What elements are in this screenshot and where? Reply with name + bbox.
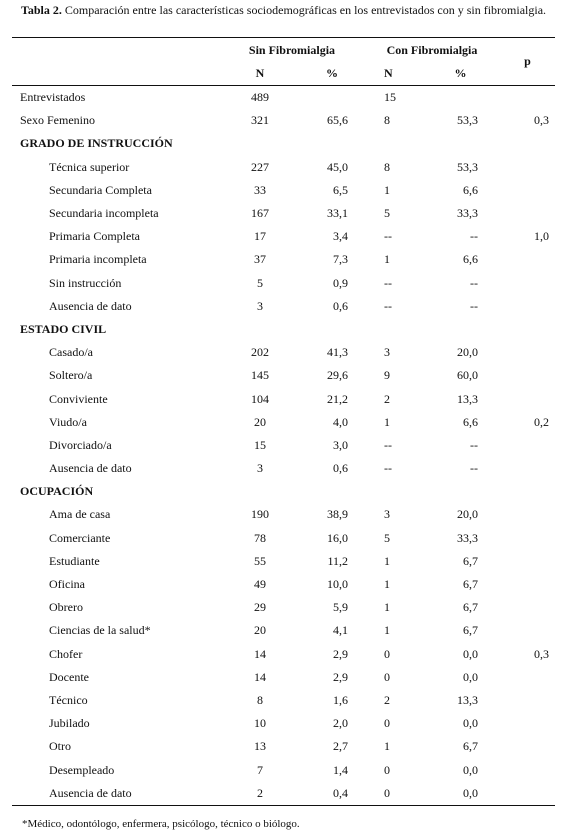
row-label: Jubilado bbox=[49, 716, 90, 731]
cell-n-sin: 7 bbox=[257, 762, 263, 777]
cell-p-value bbox=[500, 550, 555, 573]
cell-pct-sin: 0,6 bbox=[333, 298, 348, 313]
cell-p-value bbox=[500, 619, 555, 642]
table-row bbox=[12, 86, 555, 110]
cell-n-sin: 20 bbox=[254, 623, 266, 638]
cell-pct-con: -- bbox=[470, 229, 478, 244]
cell-pct-sin: 4,0 bbox=[333, 414, 348, 429]
cell-p-value bbox=[500, 387, 555, 410]
cell-pct-con bbox=[421, 86, 500, 110]
cell-n-con: 1 bbox=[384, 600, 390, 615]
cell-p-value bbox=[500, 434, 555, 457]
cell-p-value bbox=[500, 364, 555, 387]
cell-p-value: 0,2 bbox=[534, 414, 549, 429]
section-row bbox=[12, 132, 555, 155]
cell-pct-sin: 29,6 bbox=[327, 368, 348, 383]
cell-pct-con: 6,7 bbox=[463, 553, 478, 568]
cell-p-value bbox=[500, 712, 555, 735]
cell-n-sin: 15 bbox=[254, 437, 266, 452]
row-label: Sin instrucción bbox=[49, 275, 122, 290]
cell-n-con: 0 bbox=[364, 782, 421, 806]
cell-pct-sin: 33,1 bbox=[327, 206, 348, 221]
table-row bbox=[12, 387, 555, 410]
table-row bbox=[12, 712, 555, 735]
row-label: Entrevistados bbox=[20, 90, 86, 105]
cell-n-con: 2 bbox=[384, 391, 390, 406]
table-row bbox=[12, 364, 555, 387]
cell-n-con: 8 bbox=[384, 113, 390, 128]
cell-n-sin: 227 bbox=[251, 159, 269, 174]
cell-n-con: 0 bbox=[384, 762, 390, 777]
cell-pct-sin bbox=[300, 86, 364, 110]
cell-pct-sin: 2,0 bbox=[333, 716, 348, 731]
row-label: Divorciado/a bbox=[49, 437, 112, 452]
row-label: Ciencias de la salud* bbox=[49, 623, 151, 638]
cell-pct-con: 60,0 bbox=[457, 368, 478, 383]
cell-n-con: 1 bbox=[384, 182, 390, 197]
row-label: Ausencia de dato bbox=[49, 461, 132, 476]
cell-pct-con: 13,3 bbox=[457, 692, 478, 707]
cell-n-con: 1 bbox=[384, 252, 390, 267]
cell-n-sin: 3 bbox=[257, 298, 263, 313]
row-label: Secundaria Completa bbox=[49, 182, 152, 197]
cell-n-con: 5 bbox=[384, 530, 390, 545]
cell-n-con: 0 bbox=[384, 669, 390, 684]
cell-pct-con: 6,7 bbox=[463, 577, 478, 592]
row-label: Técnico bbox=[49, 692, 88, 707]
cell-pct-con: 33,3 bbox=[457, 530, 478, 545]
cell-n-con: 0 bbox=[384, 716, 390, 731]
cell-n-con: -- bbox=[384, 229, 392, 244]
cell-n-sin: 8 bbox=[257, 692, 263, 707]
cell-n-sin: 167 bbox=[251, 206, 269, 221]
row-label: Ausencia de dato bbox=[49, 298, 132, 313]
row-label: Oficina bbox=[49, 577, 85, 592]
section-heading: OCUPACIÓN bbox=[20, 484, 94, 499]
cell-p-value bbox=[500, 248, 555, 271]
cell-n-con: 1 bbox=[384, 577, 390, 592]
table-row bbox=[12, 735, 555, 758]
table-caption-text: Comparación entre las características sociodemográficas en los entrevistados con y sin fibromialgia. bbox=[61, 3, 547, 17]
table-caption bbox=[0, 3, 567, 17]
cell-p-value bbox=[500, 179, 555, 202]
cell-pct-sin: 0,9 bbox=[333, 275, 348, 290]
cell-n-sin: 14 bbox=[254, 646, 266, 661]
row-label: Conviviente bbox=[49, 391, 108, 406]
row-label: Ama de casa bbox=[49, 507, 111, 522]
cell-n-sin: 33 bbox=[254, 182, 266, 197]
cell-p-value bbox=[500, 596, 555, 619]
cell-pct-sin: 2,7 bbox=[333, 739, 348, 754]
header-group-con-fibromialgia: Con Fibromialgia bbox=[364, 38, 500, 63]
cell-pct-sin: 7,3 bbox=[333, 252, 348, 267]
cell-p-value: 0,3 bbox=[534, 646, 549, 661]
row-label: Casado/a bbox=[49, 345, 93, 360]
row-label: Desempleado bbox=[49, 762, 115, 777]
cell-n-con: 3 bbox=[384, 507, 390, 522]
cell-n-con: -- bbox=[384, 437, 392, 452]
cell-pct-con: -- bbox=[470, 437, 478, 452]
cell-pct-con: 0,0 bbox=[463, 669, 478, 684]
cell-pct-sin: 1,6 bbox=[333, 692, 348, 707]
cell-p-value bbox=[500, 272, 555, 295]
row-label: Primaria incompleta bbox=[49, 252, 147, 267]
cell-pct-sin: 65,6 bbox=[327, 113, 348, 128]
table-row bbox=[12, 550, 555, 573]
cell-n-sin: 37 bbox=[254, 252, 266, 267]
cell-n-con: 15 bbox=[384, 90, 396, 105]
cell-n-sin: 29 bbox=[254, 600, 266, 615]
row-label: Docente bbox=[49, 669, 89, 684]
footnote: *Médico, odontólogo, enfermera, psicólogo, técnico o biólogo. bbox=[22, 818, 300, 830]
sociodemographic-table bbox=[12, 37, 555, 806]
table-row bbox=[12, 689, 555, 712]
cell-n-sin: 49 bbox=[254, 577, 266, 592]
cell-n-sin: 145 bbox=[251, 368, 269, 383]
cell-pct-con: 0,0 bbox=[463, 716, 478, 731]
cell-n-con: 9 bbox=[384, 368, 390, 383]
cell-pct-con: -- bbox=[470, 298, 478, 313]
cell-pct-sin: 16,0 bbox=[327, 530, 348, 545]
row-label: Comerciante bbox=[49, 530, 111, 545]
cell-n-con: 3 bbox=[384, 345, 390, 360]
section-heading: ESTADO CIVIL bbox=[20, 321, 107, 336]
table-row bbox=[12, 758, 555, 781]
cell-n-sin: 55 bbox=[254, 553, 266, 568]
cell-pct-sin: 6,5 bbox=[333, 182, 348, 197]
header-p: p bbox=[500, 38, 555, 86]
cell-p-value bbox=[500, 573, 555, 596]
table-row bbox=[12, 782, 555, 806]
cell-n-sin: 3 bbox=[257, 461, 263, 476]
cell-p-value bbox=[500, 503, 555, 526]
table-body bbox=[12, 86, 555, 806]
table-row bbox=[12, 503, 555, 526]
cell-pct-con: 6,6 bbox=[463, 414, 478, 429]
row-label: Chofer bbox=[49, 646, 83, 661]
table-row bbox=[12, 202, 555, 225]
cell-pct-sin: 3,4 bbox=[333, 229, 348, 244]
cell-n-sin: 10 bbox=[254, 716, 266, 731]
cell-pct-sin: 4,1 bbox=[333, 623, 348, 638]
cell-pct-sin: 11,2 bbox=[327, 553, 348, 568]
cell-pct-con: -- bbox=[470, 461, 478, 476]
cell-pct-con: 13,3 bbox=[457, 391, 478, 406]
cell-pct-sin: 21,2 bbox=[327, 391, 348, 406]
cell-pct-con: 6,7 bbox=[463, 739, 478, 754]
cell-n-con: 8 bbox=[384, 159, 390, 174]
row-label: Viudo/a bbox=[49, 414, 87, 429]
cell-pct-con: 6,7 bbox=[463, 600, 478, 615]
cell-n-sin: 2 bbox=[220, 782, 300, 806]
header-pct-con: % bbox=[421, 62, 500, 86]
cell-n-con: -- bbox=[384, 461, 392, 476]
cell-p-value bbox=[500, 86, 555, 110]
cell-pct-sin: 38,9 bbox=[327, 507, 348, 522]
cell-n-con: 5 bbox=[384, 206, 390, 221]
cell-pct-con: 20,0 bbox=[457, 345, 478, 360]
cell-pct-sin: 3,0 bbox=[333, 437, 348, 452]
cell-pct-sin: 10,0 bbox=[327, 577, 348, 592]
table-row bbox=[12, 643, 555, 666]
header-n-con: N bbox=[364, 62, 421, 86]
cell-n-sin: 20 bbox=[254, 414, 266, 429]
table-row bbox=[12, 109, 555, 132]
cell-pct-con: 53,3 bbox=[457, 159, 478, 174]
cell-p-value bbox=[500, 457, 555, 480]
table-row bbox=[12, 179, 555, 202]
cell-p-value bbox=[500, 758, 555, 781]
cell-p-value bbox=[500, 527, 555, 550]
row-label: Primaria Completa bbox=[49, 229, 140, 244]
row-label: Sexo Femenino bbox=[20, 113, 95, 128]
table-row bbox=[12, 457, 555, 480]
cell-pct-sin: 41,3 bbox=[327, 345, 348, 360]
table-row bbox=[12, 573, 555, 596]
cell-pct-con: 33,3 bbox=[457, 206, 478, 221]
table-row bbox=[12, 272, 555, 295]
table-caption-label: Tabla 2. bbox=[20, 3, 62, 17]
cell-pct-con: 0,0 bbox=[463, 762, 478, 777]
cell-pct-con: 0,0 bbox=[421, 782, 500, 806]
cell-n-sin: 202 bbox=[251, 345, 269, 360]
row-label: Estudiante bbox=[49, 553, 100, 568]
table-row bbox=[12, 434, 555, 457]
header-group-sin-fibromialgia: Sin Fibromialgia bbox=[220, 38, 364, 63]
cell-n-sin: 13 bbox=[254, 739, 266, 754]
cell-p-value bbox=[500, 666, 555, 689]
section-row bbox=[12, 318, 555, 341]
cell-n-con: -- bbox=[384, 275, 392, 290]
row-label: Soltero/a bbox=[49, 368, 93, 383]
cell-n-sin: 14 bbox=[254, 669, 266, 684]
cell-pct-con: 6,7 bbox=[463, 623, 478, 638]
cell-pct-con: 53,3 bbox=[457, 113, 478, 128]
cell-pct-con: 20,0 bbox=[457, 507, 478, 522]
cell-pct-con: 6,6 bbox=[463, 182, 478, 197]
cell-p-value: 1,0 bbox=[534, 229, 549, 244]
cell-n-sin: 104 bbox=[251, 391, 269, 406]
cell-pct-con: -- bbox=[470, 275, 478, 290]
table-row bbox=[12, 666, 555, 689]
cell-pct-sin: 0,6 bbox=[333, 461, 348, 476]
cell-pct-sin: 2,9 bbox=[333, 669, 348, 684]
cell-n-sin: 17 bbox=[254, 229, 266, 244]
cell-n-con: 1 bbox=[384, 739, 390, 754]
cell-p-value bbox=[500, 156, 555, 179]
section-heading: GRADO DE INSTRUCCIÓN bbox=[20, 136, 173, 151]
cell-n-con: 1 bbox=[384, 623, 390, 638]
cell-p-value bbox=[500, 689, 555, 712]
cell-n-sin: 321 bbox=[251, 113, 269, 128]
cell-pct-con: 0,0 bbox=[463, 646, 478, 661]
table-row bbox=[12, 295, 555, 318]
table-row bbox=[12, 619, 555, 642]
row-label: Otro bbox=[49, 739, 71, 754]
cell-pct-sin: 5,9 bbox=[333, 600, 348, 615]
cell-pct-sin: 45,0 bbox=[327, 159, 348, 174]
row-label: Técnica superior bbox=[49, 159, 130, 174]
cell-n-con: 1 bbox=[384, 414, 390, 429]
cell-p-value bbox=[500, 782, 555, 806]
table-row bbox=[12, 248, 555, 271]
cell-pct-sin: 0,4 bbox=[300, 782, 364, 806]
table-row bbox=[12, 527, 555, 550]
cell-n-con: 0 bbox=[384, 646, 390, 661]
table-row bbox=[12, 411, 555, 434]
cell-p-value bbox=[500, 202, 555, 225]
row-label: Secundaria incompleta bbox=[49, 206, 159, 221]
cell-n-con: 2 bbox=[384, 692, 390, 707]
cell-p-value bbox=[500, 295, 555, 318]
cell-n-sin: 190 bbox=[251, 507, 269, 522]
cell-p-value bbox=[500, 735, 555, 758]
cell-pct-sin: 2,9 bbox=[333, 646, 348, 661]
header-n-sin: N bbox=[220, 62, 300, 86]
cell-pct-con: 6,6 bbox=[463, 252, 478, 267]
table-row bbox=[12, 156, 555, 179]
cell-n-con: -- bbox=[384, 298, 392, 313]
cell-n-con: 1 bbox=[384, 553, 390, 568]
cell-pct-sin: 1,4 bbox=[333, 762, 348, 777]
table-row bbox=[12, 225, 555, 248]
header-pct-sin: % bbox=[300, 62, 364, 86]
cell-p-value bbox=[500, 341, 555, 364]
table-row bbox=[12, 596, 555, 619]
table-row bbox=[12, 341, 555, 364]
cell-n-sin: 5 bbox=[257, 275, 263, 290]
cell-n-sin: 489 bbox=[251, 90, 269, 105]
cell-n-sin: 78 bbox=[254, 530, 266, 545]
header-blank bbox=[12, 38, 220, 63]
cell-p-value: 0,3 bbox=[534, 113, 549, 128]
row-label: Ausencia de dato bbox=[12, 782, 220, 806]
header-blank-2 bbox=[12, 62, 220, 86]
row-label: Obrero bbox=[49, 600, 83, 615]
section-row bbox=[12, 480, 555, 503]
